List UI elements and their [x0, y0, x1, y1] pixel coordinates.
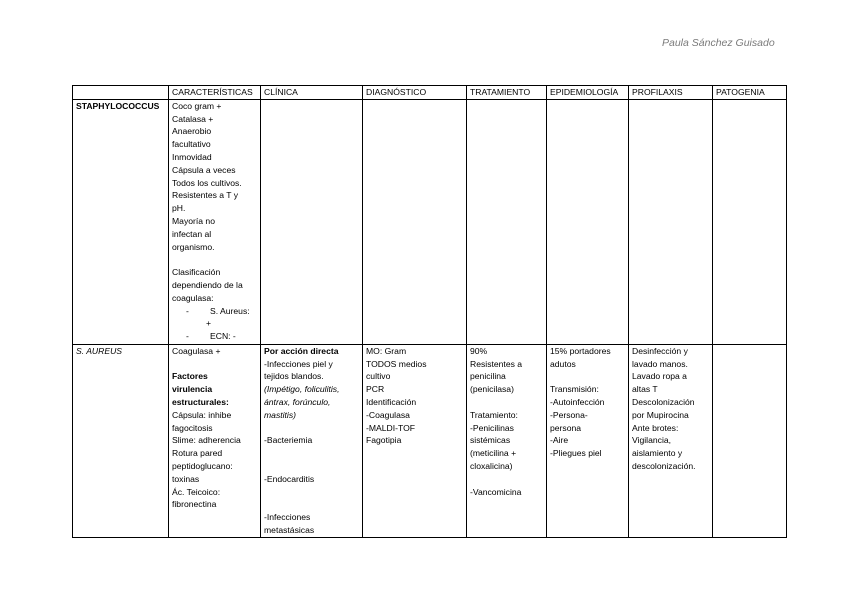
table-row-s-aureus	[73, 344, 787, 537]
spacer	[264, 460, 359, 473]
list-item: - ECN: -	[172, 330, 257, 343]
spacer	[172, 253, 257, 266]
aureus-diag-line: cultivo	[366, 371, 391, 382]
aureus-epidemiologia-cell	[547, 344, 629, 537]
list-item-continuation	[172, 317, 257, 330]
aureus-prof-line: Vigilancia,	[632, 435, 672, 446]
aureus-prof-line: descolonización.	[632, 460, 696, 471]
aureus-prof-line: Descolonización	[632, 396, 695, 407]
staph-clasificacion-line: dependiendo de la	[172, 279, 243, 290]
header-cell-empty	[73, 86, 169, 100]
aureus-diagnostico-cell	[363, 344, 467, 537]
aureus-factores-title: virulencia	[172, 384, 213, 395]
aureus-epi-line: persona	[550, 422, 582, 433]
microbiology-table	[72, 85, 787, 538]
aureus-factores-title: estructurales:	[172, 396, 229, 407]
aureus-clinica-examples: mastitis)	[264, 409, 296, 420]
aureus-trat-line: (penicilasa)	[470, 384, 514, 395]
aureus-caract-line: Slime: adherencia	[172, 435, 241, 446]
aureus-trat-line: sistémicas	[470, 435, 511, 446]
aureus-caract-line: fagocitosis	[172, 422, 213, 433]
spacer	[264, 447, 359, 460]
aureus-clinica-examples: ántrax, forúnculo,	[264, 396, 331, 407]
staph-epidemiologia-cell	[547, 99, 629, 344]
staph-caract-line: Mayoría no	[172, 215, 215, 226]
header-tratamiento: TRATAMIENTO	[467, 86, 547, 100]
header-diagnostico: DIAGNÓSTICO	[363, 86, 467, 100]
aureus-profilaxis-cell	[629, 344, 713, 537]
aureus-diag-line: TODOS medios	[366, 358, 427, 369]
coagulasa-list	[172, 305, 257, 343]
aureus-diag-line: -MALDI-TOF	[366, 422, 416, 433]
row-label-staphylococcus: STAPHYLOCOCCUS	[73, 99, 169, 344]
aureus-clinica-line: tejidos blandos.	[264, 371, 324, 382]
spacer	[264, 498, 359, 511]
staph-caract-line: organismo.	[172, 241, 215, 252]
staph-caract-line: Todos los cultivos.	[172, 177, 242, 188]
aureus-clinica-line: -Infecciones piel y	[264, 358, 333, 369]
spacer	[172, 358, 257, 371]
aureus-diag-line: MO: Gram	[366, 345, 407, 356]
aureus-epi-line: -Pliegues piel	[550, 448, 602, 459]
aureus-diag-line: Fagotipia	[366, 435, 402, 446]
aureus-diag-line: Identificación	[366, 396, 417, 407]
list-item: - S. Aureus:	[172, 305, 257, 318]
aureus-caract-line: Cápsula: inhibe	[172, 409, 232, 420]
table-row-staphylococcus	[73, 99, 787, 344]
aureus-clinica-title: Por acción directa	[264, 345, 339, 356]
staph-caract-line: Cápsula a veces	[172, 164, 236, 175]
aureus-trat-line: penicilina	[470, 371, 506, 382]
staph-caract-line: infectan al	[172, 228, 212, 239]
staph-caract-line: Coco gram +	[172, 100, 222, 111]
aureus-trat-line: Resistentes a	[470, 358, 523, 369]
header-profilaxis: PROFILAXIS	[629, 86, 713, 100]
header-epidemiologia: EPIDEMIOLOGÍA	[547, 86, 629, 100]
aureus-caract-line: peptidoglucano:	[172, 460, 233, 471]
aureus-epi-line: -Persona-	[550, 409, 588, 420]
header-patogenia: PATOGENIA	[713, 86, 787, 100]
staph-caracteristicas-cell	[169, 99, 261, 344]
staph-clasificacion-line: Clasificación	[172, 267, 221, 278]
staph-caract-line: Inmovidad	[172, 151, 212, 162]
staph-profilaxis-cell	[629, 99, 713, 344]
aureus-coagulasa: Coagulasa +	[172, 345, 221, 356]
staph-clasificacion-line: coagulasa:	[172, 292, 214, 303]
aureus-epi-line: 15% portadores	[550, 345, 611, 356]
staph-tratamiento-cell	[467, 99, 547, 344]
aureus-epi-line: Transmisión:	[550, 384, 599, 395]
aureus-trat-line: -Penicilinas	[470, 422, 514, 433]
spacer	[470, 396, 543, 409]
aureus-prof-line: Lavado ropa a	[632, 371, 687, 382]
aureus-clinica-line: metastásicas	[264, 524, 315, 535]
staph-caract-line: Resistentes a T y	[172, 190, 239, 201]
header-clinica: CLÍNICA	[261, 86, 363, 100]
spacer	[264, 486, 359, 499]
staph-caract-line: facultativo	[172, 139, 211, 150]
aureus-caract-line: Ác. Teicoico:	[172, 486, 221, 497]
author-name: Paula Sánchez Guisado	[662, 37, 775, 49]
aureus-clinica-line: -Infecciones	[264, 512, 311, 523]
aureus-epi-line: -Aire	[550, 435, 569, 446]
aureus-clinica-line: -Bacteriemia	[264, 435, 313, 446]
header-row	[73, 86, 787, 100]
row-label-s-aureus: S. AUREUS	[73, 344, 169, 537]
staph-caract-line: Anaerobio	[172, 126, 212, 137]
aureus-clinica-line: -Endocarditis	[264, 473, 315, 484]
aureus-clinica-cell	[261, 344, 363, 537]
staph-clinica-cell	[261, 99, 363, 344]
aureus-factores-title: Factores	[172, 371, 208, 382]
aureus-diag-line: PCR	[366, 384, 385, 395]
aureus-prof-line: lavado manos.	[632, 358, 688, 369]
aureus-prof-line: Ante brotes:	[632, 422, 679, 433]
aureus-tratamiento-cell	[467, 344, 547, 537]
aureus-caracteristicas-cell	[169, 344, 261, 537]
aureus-trat-line: 90%	[470, 345, 488, 356]
spacer	[550, 370, 625, 383]
header-caracteristicas: CARACTERÍSTICAS	[169, 86, 261, 100]
aureus-clinica-examples: (Impétigo, foliculitis,	[264, 384, 340, 395]
aureus-trat-line: Tratamiento:	[470, 409, 518, 420]
aureus-prof-line: altas T	[632, 384, 658, 395]
aureus-caract-line: fibronectina	[172, 499, 217, 510]
staph-caract-line: pH.	[172, 203, 186, 214]
aureus-caract-line: toxinas	[172, 473, 200, 484]
spacer	[470, 473, 543, 486]
aureus-epi-line: adutos	[550, 358, 576, 369]
aureus-epi-line: -Autoinfección	[550, 396, 605, 407]
aureus-diag-line: -Coagulasa	[366, 409, 410, 420]
aureus-prof-line: Desinfección y	[632, 345, 688, 356]
spacer	[264, 422, 359, 435]
aureus-caract-line: Rotura pared	[172, 448, 223, 459]
aureus-trat-line: cloxalicina)	[470, 460, 513, 471]
staph-caract-line: Catalasa +	[172, 113, 214, 124]
aureus-trat-line: (meticilina +	[470, 448, 517, 459]
aureus-prof-line: aislamiento y	[632, 448, 683, 459]
staph-patogenia-cell	[713, 99, 787, 344]
aureus-patogenia-cell	[713, 344, 787, 537]
aureus-prof-line: por Mupirocina	[632, 409, 689, 420]
list-item-text: +	[206, 318, 212, 329]
aureus-trat-line: -Vancomicina	[470, 486, 522, 497]
staph-diagnostico-cell	[363, 99, 467, 344]
